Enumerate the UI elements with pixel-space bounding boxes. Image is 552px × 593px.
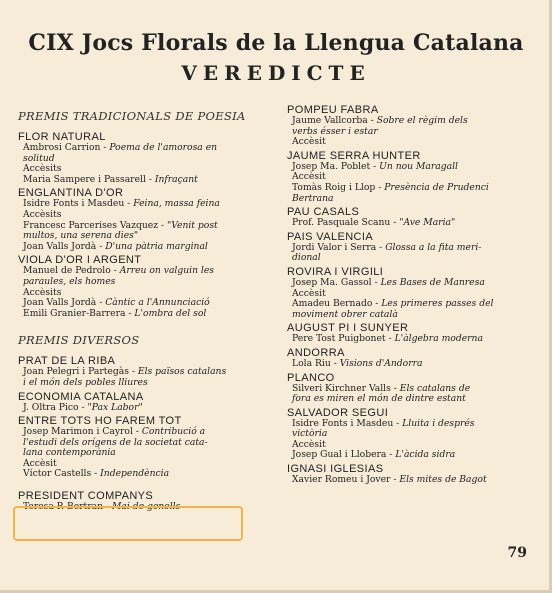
- prize-pau-casals: [287, 206, 537, 229]
- author: Joan Pelegri i Partegàs -: [23, 366, 138, 378]
- prize-name: ROVIRA I VIRGILI: [287, 265, 384, 278]
- work-title: L'àcida sidra: [395, 449, 456, 461]
- accessit-label: Accèsits: [23, 286, 62, 298]
- prize-name: PLANCO: [287, 371, 335, 384]
- work-title: Feina, massa feina: [133, 198, 220, 210]
- prize-august-pi: [287, 322, 537, 345]
- left-column: [18, 104, 274, 515]
- prize-name: FLOR NATURAL: [18, 131, 106, 143]
- prize-name: IGNASI IGLESIAS: [287, 463, 384, 476]
- prize-salvador-segui: [287, 407, 537, 461]
- author: Pere Tost Puigbonet -: [292, 333, 395, 345]
- winner-line-cont: [18, 378, 274, 389]
- prize-economia: [18, 391, 274, 414]
- winner-line-cont: [18, 277, 274, 288]
- accessit-line: [18, 175, 274, 186]
- work-title: l'estudi dels orígens de la societat cata-: [23, 436, 208, 448]
- work-title: Infraçant: [154, 173, 198, 185]
- work-title: Els catalans de: [399, 382, 471, 394]
- author: Francesc Parcerises Vazquez -: [23, 219, 167, 231]
- work-title: multos, una serena dies": [23, 230, 139, 242]
- author: J. Oltra Pico -: [23, 401, 88, 413]
- work-title: L'ombra del sol: [134, 307, 207, 319]
- winner-line: [287, 218, 537, 229]
- author: Josep Ma. Gassol -: [292, 276, 381, 288]
- author: Lola Riu -: [292, 357, 340, 369]
- prize-name: ANDORRA: [287, 346, 345, 359]
- prize-name: PRESIDENT COMPANYS: [18, 490, 154, 503]
- work-title: L'àlgebra moderna: [394, 333, 483, 345]
- prize-andorra: [287, 347, 537, 370]
- author: Manuel de Pedrolo -: [23, 265, 120, 277]
- winner-line: [287, 278, 537, 289]
- page-title: CIX Jocs Florals de la Llengua Catalana: [28, 30, 524, 56]
- prize-name: ECONOMIA CATALANA: [18, 390, 144, 403]
- work-title: paraules, els homes: [23, 275, 116, 287]
- author: Josep Gual i Llobera -: [292, 449, 396, 461]
- work-title: verbs ésser i estar: [292, 125, 378, 137]
- author: Silveri Kirchner Valls -: [292, 382, 400, 394]
- author: Isidre Fonts i Masdeu -: [23, 198, 134, 210]
- work-title: Mai de genolls: [111, 501, 181, 513]
- accessit-label: Accèsit: [23, 457, 57, 469]
- prize-name: PAIS VALENCIA: [287, 230, 374, 243]
- author: Josep Ma. Poblet -: [292, 160, 380, 172]
- work-title: Les primeres passes del: [381, 298, 494, 310]
- highlight-box: [13, 506, 243, 541]
- author: Jordi Valor i Serra -: [292, 241, 386, 253]
- page-subtitle: VEREDICTE: [181, 61, 371, 85]
- accessit-line-cont: [287, 310, 537, 321]
- prize-englantina: [18, 187, 274, 252]
- prize-name: AUGUST PI I SUNYER: [287, 322, 409, 335]
- author: Maria Sampere i Passarell -: [23, 173, 155, 185]
- accessit-label: Accèsit: [292, 438, 326, 450]
- prize-name: SALVADOR SEGUI: [287, 406, 389, 419]
- work-title: dional: [292, 252, 321, 264]
- work-title: victòria: [292, 428, 328, 440]
- work-title: Independència: [100, 468, 170, 480]
- winner-line: [287, 475, 537, 486]
- work-title: moviment obrer català: [292, 308, 398, 320]
- author: Teresa P. Bertran -: [23, 501, 112, 513]
- accessit-label: Accèsits: [23, 208, 62, 220]
- accessit-line: [18, 469, 274, 480]
- author: Prof. Pasquale Scanu -: [292, 217, 400, 229]
- prize-name: POMPEU FABRA: [287, 104, 379, 116]
- prize-entre-tots: [18, 415, 274, 480]
- work-title: Sobre el règim dels: [376, 115, 468, 126]
- section-heading-diversos: PREMIS DIVERSOS: [18, 333, 140, 348]
- prize-flor-natural: [18, 131, 274, 185]
- author: Tomàs Roig i Llop -: [292, 181, 385, 193]
- right-column: [287, 104, 537, 488]
- author: Josep Marimon i Cayrol -: [23, 426, 142, 438]
- author: Joan Valls Jordà -: [23, 240, 106, 252]
- winner-line: [287, 334, 537, 345]
- author: Emili Granier-Barrera -: [23, 307, 135, 319]
- work-title: solitud: [23, 152, 55, 164]
- work-title: Els països catalans: [137, 366, 227, 378]
- work-title: Visions d'Andorra: [339, 357, 423, 369]
- prize-prat-de-la-riba: [18, 355, 274, 388]
- work-title: Poema de l'amorosa en: [109, 142, 218, 153]
- winner-line: [287, 359, 537, 370]
- accessit-line: [18, 242, 274, 253]
- work-title: Bertrana: [292, 192, 334, 204]
- prize-name: JAUME SERRA HUNTER: [287, 149, 421, 162]
- author: Ambrosi Carrion -: [23, 142, 110, 153]
- prize-name: PAU CASALS: [287, 206, 360, 219]
- work-title: fora es miren el món de dintre estant: [292, 393, 466, 405]
- prize-pompeu-fabra: [287, 104, 537, 148]
- work-title: lana contemporània: [23, 447, 116, 459]
- work-title: Càntic a l'Annunciació: [105, 297, 210, 309]
- accessit-line: [287, 450, 537, 461]
- accessit-label: Accèsits: [23, 163, 62, 175]
- winner-line-cont: [287, 253, 537, 264]
- work-title: Un nou Maragall: [379, 160, 458, 172]
- prize-name: ENTRE TOTS HO FAREM TOT: [18, 415, 182, 428]
- winner-line-cont: [287, 394, 537, 405]
- work-title: Glossa a la fita meri-: [385, 241, 482, 253]
- work-title: Els mites de Bagot: [399, 474, 487, 486]
- prize-pais-valencia: [287, 231, 537, 264]
- author: Jaume Vallcorba -: [292, 115, 377, 126]
- work-title: Contribució a: [141, 426, 206, 438]
- prize-rovira-virgili: [287, 266, 537, 320]
- work-title: Presència de Prudenci: [384, 181, 489, 193]
- accessit-line: [18, 309, 274, 320]
- work-title: "Ave Maria": [399, 217, 456, 229]
- accessit-label: Accèsit: [292, 287, 326, 299]
- author: Víctor Castells -: [23, 468, 101, 480]
- prize-viola: [18, 254, 274, 319]
- author: Amadeu Bernado -: [292, 298, 382, 310]
- work-title: "Pax Labor": [87, 401, 143, 413]
- author: Isidre Fonts i Masdeu -: [292, 417, 403, 429]
- work-title: D'una pàtria marginal: [105, 240, 208, 252]
- work-title: "Venit post: [167, 219, 218, 231]
- winner-line: [287, 243, 537, 254]
- work-title: Arreu on valguin les: [119, 265, 215, 277]
- accessit-label: Accèsit: [292, 171, 326, 183]
- author: Joan Valls Jordà -: [23, 297, 106, 309]
- work-title: Lluita i després: [402, 417, 475, 429]
- work-title: i el món dels pobles lliures: [23, 376, 148, 388]
- page-number: 79: [507, 545, 527, 561]
- accessit-line-cont: [287, 194, 537, 205]
- winner-line: [18, 403, 274, 414]
- prize-name: PRAT DE LA RIBA: [18, 355, 116, 368]
- author: Xavier Romeu i Jover -: [292, 474, 400, 486]
- prize-name: ENGLANTINA D'OR: [18, 187, 124, 200]
- prize-planco: [287, 372, 537, 405]
- winner-line: [18, 143, 274, 154]
- prize-name: VIOLA D'OR I ARGENT: [18, 254, 142, 267]
- work-title: Les Bases de Manresa: [380, 276, 485, 288]
- section-heading-traditional: PREMIS TRADICIONALS DE POESIA: [18, 109, 246, 123]
- prize-jaume-serra: [287, 150, 537, 204]
- accessit-label: Accèsit: [292, 136, 326, 148]
- prize-ignasi-iglesias: [287, 463, 537, 486]
